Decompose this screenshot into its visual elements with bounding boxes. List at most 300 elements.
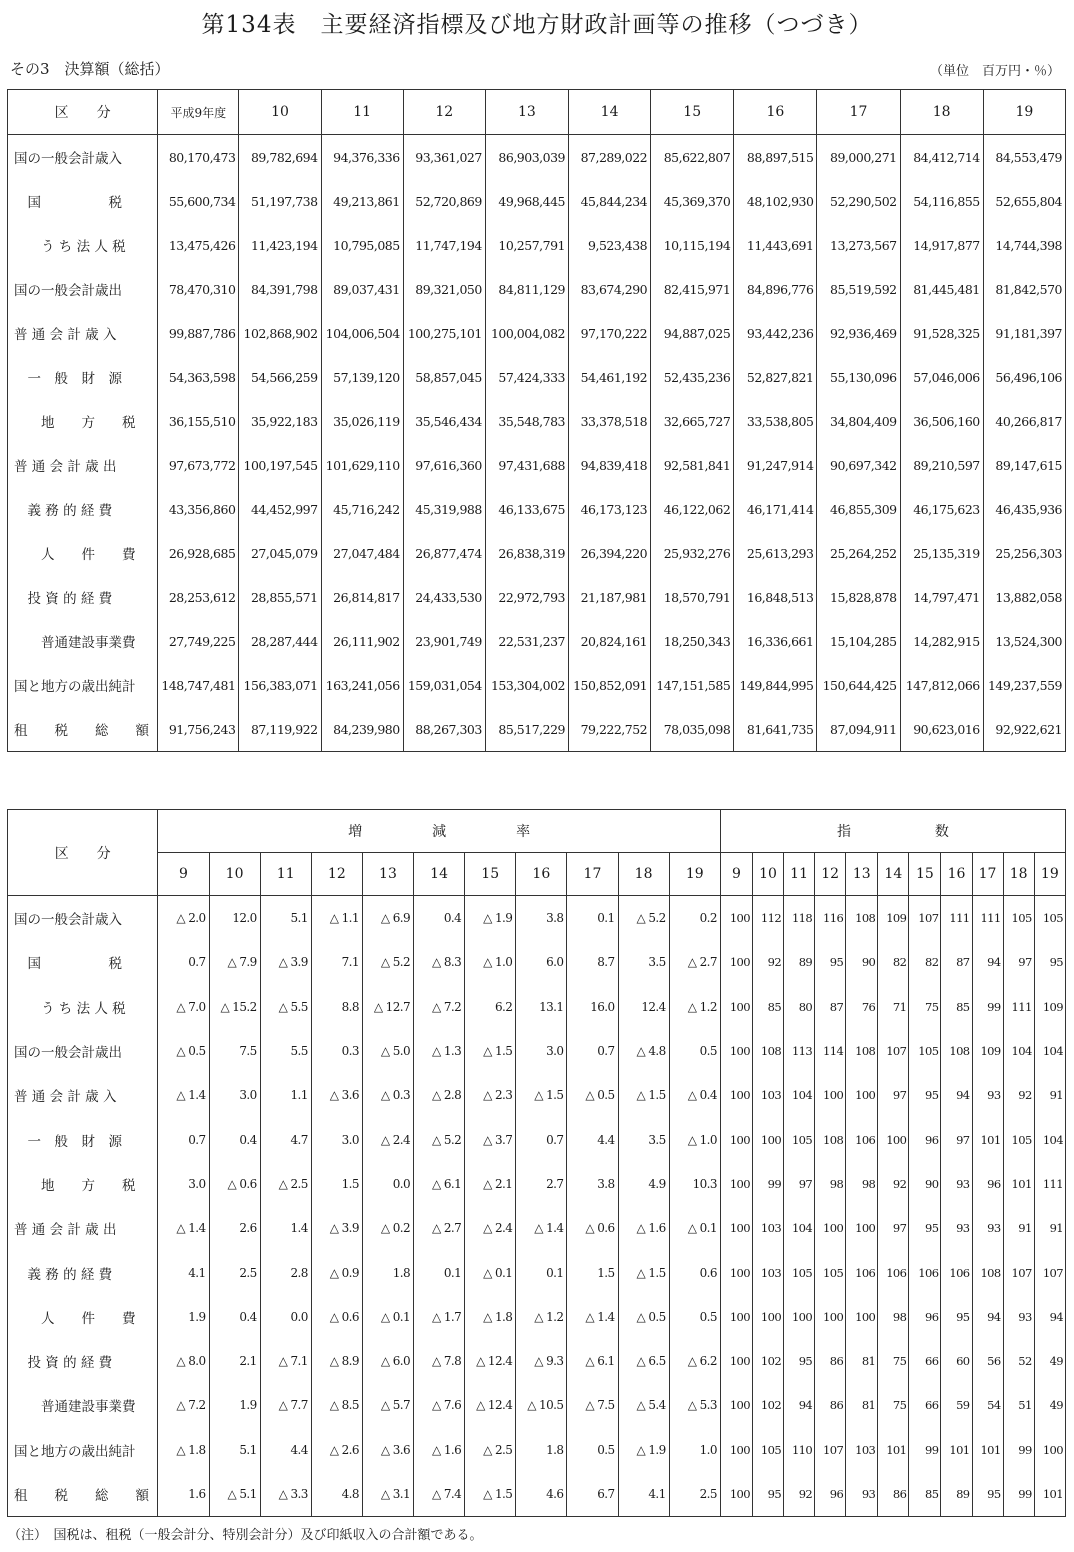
index-cell: 100 (878, 1117, 909, 1161)
index-cell: 107 (1003, 1250, 1034, 1294)
rate-cell: 3.0 (158, 1162, 209, 1206)
index-cell: 108 (752, 1029, 783, 1073)
row-label: 義 務 的 経 費 (8, 487, 158, 531)
amount-cell: 52,720,869 (403, 179, 485, 223)
amount-cell: 22,531,237 (485, 619, 568, 663)
rate-cell: 6.2 (465, 985, 516, 1029)
index-cell: 100 (720, 1428, 752, 1472)
index-cell: 106 (878, 1250, 909, 1294)
amount-cell: 43,356,860 (158, 487, 239, 531)
amount-cell: 91,756,243 (158, 707, 239, 752)
rate-cell: 0.4 (209, 1295, 260, 1339)
rate-cell: △ 5.2 (618, 896, 669, 941)
rate-cell: △ 2.7 (669, 940, 720, 984)
index-cell: 66 (909, 1383, 941, 1427)
index-cell: 95 (784, 1339, 815, 1383)
rate-cell: △ 1.8 (465, 1295, 516, 1339)
rate-cell: △ 12.4 (465, 1383, 516, 1427)
amount-cell: 25,613,293 (734, 531, 817, 575)
table-row (8, 985, 1066, 1029)
index-cell: 101 (1003, 1162, 1034, 1206)
table-row (8, 707, 1066, 752)
rate-cell: △ 8.5 (311, 1383, 362, 1427)
table-row (8, 1472, 1066, 1517)
rate-cell: △ 0.1 (669, 1206, 720, 1250)
row-label: 租 税 総 額 (8, 1472, 158, 1517)
rate-cell: 3.8 (516, 896, 567, 941)
index-cell: 94 (1034, 1295, 1065, 1339)
index-cell: 94 (972, 1295, 1003, 1339)
amount-cell: 85,622,807 (651, 135, 734, 180)
amount-cell: 46,173,123 (569, 487, 651, 531)
index-cell: 75 (878, 1383, 909, 1427)
rate-cell: △ 2.4 (465, 1206, 516, 1250)
table-row (8, 1295, 1066, 1339)
amount-cell: 89,000,271 (817, 135, 900, 180)
index-cell: 90 (846, 940, 878, 984)
index-cell: 98 (815, 1162, 846, 1206)
rate-cell: △ 6.9 (362, 896, 413, 941)
rate-cell: △ 5.7 (362, 1383, 413, 1427)
table2-header-index-year: 10 (752, 853, 783, 896)
row-label: 普 通 会 計 歳 出 (8, 1206, 158, 1250)
amount-cell: 89,210,597 (900, 443, 983, 487)
index-cell: 101 (972, 1117, 1003, 1161)
index-cell: 66 (909, 1339, 941, 1383)
footnote: （注） 国税は、租税（一般会計分、特別会計分）及び印紙収入の合計額である。 (8, 1528, 483, 1543)
table-row (8, 1383, 1066, 1427)
table2-header-rate-year: 12 (311, 853, 362, 896)
index-cell: 104 (1003, 1029, 1034, 1073)
index-cell: 105 (909, 1029, 941, 1073)
index-cell: 92 (1003, 1073, 1034, 1117)
rate-cell: △ 5.0 (362, 1029, 413, 1073)
index-cell: 106 (909, 1250, 941, 1294)
amount-cell: 83,674,290 (569, 267, 651, 311)
table2-header-index-year: 9 (720, 853, 752, 896)
rate-cell: △ 1.5 (618, 1250, 669, 1294)
row-label: 国 税 (8, 179, 158, 223)
amount-cell: 24,433,530 (403, 575, 485, 619)
row-label: 一 般 財 源 (8, 1117, 158, 1161)
amount-cell: 54,566,259 (239, 355, 321, 399)
amount-cell: 45,319,988 (403, 487, 485, 531)
index-cell: 100 (720, 985, 752, 1029)
rate-cell: △ 7.4 (414, 1472, 465, 1517)
amount-cell: 87,119,922 (239, 707, 321, 752)
rate-cell: △ 1.4 (567, 1295, 618, 1339)
index-cell: 82 (878, 940, 909, 984)
rate-cell: △ 8.0 (158, 1339, 209, 1383)
amount-cell: 58,857,045 (403, 355, 485, 399)
amount-cell: 36,506,160 (900, 399, 983, 443)
index-cell: 100 (815, 1073, 846, 1117)
rate-cell: △ 7.2 (414, 985, 465, 1029)
row-label: 国と地方の歳出純計 (8, 663, 158, 707)
index-cell: 85 (941, 985, 972, 1029)
table-row (8, 179, 1066, 223)
index-cell: 95 (752, 1472, 783, 1517)
rate-cell: 0.0 (260, 1295, 311, 1339)
index-cell: 102 (752, 1383, 783, 1427)
row-label: 普通建設事業費 (8, 619, 158, 663)
amount-cell: 88,267,303 (403, 707, 485, 752)
amount-cell: 91,181,397 (983, 311, 1065, 355)
index-cell: 100 (720, 1162, 752, 1206)
index-cell: 99 (752, 1162, 783, 1206)
table2-header-rate-year: 19 (669, 853, 720, 896)
rate-cell: 2.5 (209, 1250, 260, 1294)
rate-cell: △ 1.5 (465, 1029, 516, 1073)
rate-cell: 0.7 (516, 1117, 567, 1161)
rate-cell: 13.1 (516, 985, 567, 1029)
rate-cell: △ 0.3 (362, 1073, 413, 1117)
rate-cell: △ 3.7 (465, 1117, 516, 1161)
amount-cell: 102,868,902 (239, 311, 321, 355)
index-cell: 99 (1003, 1472, 1034, 1517)
table-row (8, 1073, 1066, 1117)
amount-cell: 40,266,817 (983, 399, 1065, 443)
table2-header-index-year: 11 (784, 853, 815, 896)
unit-label: （単位 百万円・％） (929, 64, 1060, 79)
index-cell: 80 (784, 985, 815, 1029)
rate-cell: 3.0 (516, 1029, 567, 1073)
rate-cell: △ 2.6 (311, 1428, 362, 1472)
row-label: 国の一般会計歳出 (8, 267, 158, 311)
rate-cell: △ 6.1 (414, 1162, 465, 1206)
index-cell: 100 (846, 1206, 878, 1250)
index-cell: 93 (972, 1206, 1003, 1250)
rate-cell: 3.5 (618, 1117, 669, 1161)
index-cell: 100 (720, 1117, 752, 1161)
index-cell: 100 (846, 1073, 878, 1117)
table-row (8, 663, 1066, 707)
amount-cell: 21,187,981 (569, 575, 651, 619)
rate-cell: △ 2.5 (260, 1162, 311, 1206)
rate-cell: 2.7 (516, 1162, 567, 1206)
rate-cell: △ 1.4 (158, 1073, 209, 1117)
index-cell: 98 (846, 1162, 878, 1206)
amount-cell: 57,139,120 (321, 355, 403, 399)
index-cell: 92 (784, 1472, 815, 1517)
amount-cell: 91,528,325 (900, 311, 983, 355)
index-cell: 106 (846, 1117, 878, 1161)
index-cell: 49 (1034, 1383, 1065, 1427)
amount-cell: 150,644,425 (817, 663, 900, 707)
amount-cell: 89,782,694 (239, 135, 321, 180)
amount-cell: 94,376,336 (321, 135, 403, 180)
rate-cell: 1.9 (158, 1295, 209, 1339)
rate-cell: △ 0.1 (465, 1250, 516, 1294)
amount-cell: 35,026,119 (321, 399, 403, 443)
rate-cell: 7.1 (311, 940, 362, 984)
index-cell: 109 (878, 896, 909, 941)
index-cell: 92 (878, 1162, 909, 1206)
amount-cell: 91,247,914 (734, 443, 817, 487)
rate-cell: △ 6.2 (669, 1339, 720, 1383)
rate-cell: 2.5 (669, 1472, 720, 1517)
amount-cell: 84,391,798 (239, 267, 321, 311)
table1-header-year: 11 (321, 90, 403, 135)
rate-cell: △ 0.5 (618, 1295, 669, 1339)
rate-cell: 4.4 (567, 1117, 618, 1161)
rate-cell: 1.9 (209, 1383, 260, 1427)
index-cell: 101 (878, 1428, 909, 1472)
amount-cell: 81,842,570 (983, 267, 1065, 311)
index-cell: 114 (815, 1029, 846, 1073)
index-cell: 111 (941, 896, 972, 941)
table2-header-index-year: 14 (878, 853, 909, 896)
index-cell: 51 (1003, 1383, 1034, 1427)
index-cell: 109 (1034, 985, 1065, 1029)
row-label: 租 税 総 額 (8, 707, 158, 752)
amount-cell: 20,824,161 (569, 619, 651, 663)
amount-cell: 85,519,592 (817, 267, 900, 311)
amount-cell: 26,394,220 (569, 531, 651, 575)
rate-cell: △ 0.6 (311, 1295, 362, 1339)
index-cell: 100 (752, 1117, 783, 1161)
index-cell: 96 (909, 1295, 941, 1339)
table-row (8, 1206, 1066, 1250)
amount-cell: 104,006,504 (321, 311, 403, 355)
rate-cell: △ 1.6 (618, 1206, 669, 1250)
amount-cell: 57,424,333 (485, 355, 568, 399)
amount-cell: 18,250,343 (651, 619, 734, 663)
index-cell: 104 (784, 1206, 815, 1250)
index-cell: 75 (878, 1339, 909, 1383)
rate-cell: 0.1 (414, 1250, 465, 1294)
amount-cell: 14,744,398 (983, 223, 1065, 267)
amount-cell: 89,037,431 (321, 267, 403, 311)
rate-cell: △ 7.2 (158, 1383, 209, 1427)
table-row (8, 223, 1066, 267)
index-cell: 97 (784, 1162, 815, 1206)
rate-cell: 6.7 (567, 1472, 618, 1517)
rate-cell: 1.8 (516, 1428, 567, 1472)
amount-cell: 35,548,783 (485, 399, 568, 443)
amount-cell: 9,523,438 (569, 223, 651, 267)
rate-cell: △ 5.3 (669, 1383, 720, 1427)
rate-cell: △ 1.5 (516, 1073, 567, 1117)
amount-cell: 55,600,734 (158, 179, 239, 223)
amount-cell: 78,470,310 (158, 267, 239, 311)
rate-cell: △ 1.9 (618, 1428, 669, 1472)
index-cell: 97 (1003, 940, 1034, 984)
rate-cell: △ 5.1 (209, 1472, 260, 1517)
row-label: 地 方 税 (8, 1162, 158, 1206)
rate-cell: 0.2 (669, 896, 720, 941)
amount-cell: 14,797,471 (900, 575, 983, 619)
rate-cell: △ 0.6 (567, 1206, 618, 1250)
table-row (8, 355, 1066, 399)
amount-cell: 28,253,612 (158, 575, 239, 619)
rate-cell: 1.1 (260, 1073, 311, 1117)
rate-cell: △ 0.9 (311, 1250, 362, 1294)
rate-cell: △ 0.4 (669, 1073, 720, 1117)
amount-cell: 153,304,002 (485, 663, 568, 707)
rate-cell: 5.1 (260, 896, 311, 941)
rate-cell: △ 4.8 (618, 1029, 669, 1073)
table-row (8, 1250, 1066, 1294)
index-cell: 59 (941, 1383, 972, 1427)
rate-cell: △ 3.3 (260, 1472, 311, 1517)
amount-cell: 33,378,518 (569, 399, 651, 443)
table2-header-index-year: 17 (972, 853, 1003, 896)
amount-cell: 80,170,473 (158, 135, 239, 180)
index-cell: 102 (752, 1339, 783, 1383)
amount-cell: 100,004,082 (485, 311, 568, 355)
rate-cell: 0.4 (414, 896, 465, 941)
amount-cell: 51,197,738 (239, 179, 321, 223)
rate-cell: △ 6.1 (567, 1339, 618, 1383)
rate-cell: △ 10.5 (516, 1383, 567, 1427)
table-row (8, 135, 1066, 180)
index-cell: 107 (815, 1428, 846, 1472)
rate-cell: 0.7 (158, 940, 209, 984)
index-cell: 103 (846, 1428, 878, 1472)
index-cell: 118 (784, 896, 815, 941)
amount-cell: 28,855,571 (239, 575, 321, 619)
row-label: う ち 法 人 税 (8, 985, 158, 1029)
index-cell: 54 (972, 1383, 1003, 1427)
index-cell: 100 (720, 940, 752, 984)
amount-cell: 97,431,688 (485, 443, 568, 487)
rate-index-table (7, 809, 1066, 1517)
rate-cell: △ 5.2 (414, 1117, 465, 1161)
row-label: 人 件 費 (8, 531, 158, 575)
table2-header-rate-year: 11 (260, 853, 311, 896)
table2-header-index-year: 13 (846, 853, 878, 896)
row-label: 投 資 的 経 費 (8, 575, 158, 619)
table-row (8, 399, 1066, 443)
index-cell: 113 (784, 1029, 815, 1073)
table-row (8, 940, 1066, 984)
index-cell: 81 (846, 1339, 878, 1383)
index-cell: 97 (878, 1206, 909, 1250)
rate-cell: △ 2.0 (158, 896, 209, 941)
rate-cell: 8.7 (567, 940, 618, 984)
index-cell: 86 (815, 1383, 846, 1427)
rate-cell: △ 1.5 (465, 1472, 516, 1517)
amount-cell: 26,928,685 (158, 531, 239, 575)
rate-cell: 4.4 (260, 1428, 311, 1472)
row-label: 国 税 (8, 940, 158, 984)
index-cell: 108 (846, 1029, 878, 1073)
table-row (8, 1117, 1066, 1161)
amount-cell: 52,655,804 (983, 179, 1065, 223)
amount-cell: 11,423,194 (239, 223, 321, 267)
index-cell: 100 (720, 1206, 752, 1250)
index-cell: 97 (941, 1117, 972, 1161)
row-label: 国の一般会計歳入 (8, 896, 158, 941)
rate-cell: 0.1 (516, 1250, 567, 1294)
amount-cell: 49,213,861 (321, 179, 403, 223)
amount-cell: 46,435,936 (983, 487, 1065, 531)
index-cell: 96 (909, 1117, 941, 1161)
rate-cell: 7.5 (209, 1029, 260, 1073)
amount-cell: 45,716,242 (321, 487, 403, 531)
amount-cell: 82,415,971 (651, 267, 734, 311)
index-cell: 95 (972, 1472, 1003, 1517)
table2-header-rate-year: 9 (158, 853, 209, 896)
rate-cell: △ 1.3 (414, 1029, 465, 1073)
rate-cell: △ 1.4 (516, 1206, 567, 1250)
amount-cell: 46,175,623 (900, 487, 983, 531)
rate-cell: 4.1 (158, 1250, 209, 1294)
amount-cell: 26,877,474 (403, 531, 485, 575)
rate-cell: △ 1.5 (618, 1073, 669, 1117)
rate-cell: 3.0 (209, 1073, 260, 1117)
rate-cell: 4.9 (618, 1162, 669, 1206)
rate-cell: △ 3.6 (362, 1428, 413, 1472)
index-cell: 103 (752, 1250, 783, 1294)
rate-cell: 2.8 (260, 1250, 311, 1294)
index-cell: 100 (815, 1295, 846, 1339)
rate-cell: 0.5 (669, 1295, 720, 1339)
rate-cell: △ 1.8 (158, 1428, 209, 1472)
table1-header-year: 19 (983, 90, 1065, 135)
amount-cell: 79,222,752 (569, 707, 651, 752)
index-cell: 91 (1034, 1206, 1065, 1250)
amount-cell: 149,844,995 (734, 663, 817, 707)
row-label: 地 方 税 (8, 399, 158, 443)
rate-cell: 4.6 (516, 1472, 567, 1517)
index-cell: 52 (1003, 1339, 1034, 1383)
amount-cell: 34,804,409 (817, 399, 900, 443)
amount-cell: 52,290,502 (817, 179, 900, 223)
rate-cell: △ 7.5 (567, 1383, 618, 1427)
rate-cell: △ 1.4 (158, 1206, 209, 1250)
index-cell: 86 (815, 1339, 846, 1383)
rate-cell: △ 2.4 (362, 1117, 413, 1161)
index-cell: 105 (815, 1250, 846, 1294)
amount-cell: 10,115,194 (651, 223, 734, 267)
amount-cell: 100,275,101 (403, 311, 485, 355)
rate-cell: △ 7.0 (158, 985, 209, 1029)
table-row (8, 575, 1066, 619)
amount-cell: 94,839,418 (569, 443, 651, 487)
rate-cell: 0.5 (669, 1029, 720, 1073)
amount-cell: 84,239,980 (321, 707, 403, 752)
rate-cell: 0.7 (567, 1029, 618, 1073)
amount-cell: 11,443,691 (734, 223, 817, 267)
index-cell: 109 (972, 1029, 1003, 1073)
amount-cell: 14,282,915 (900, 619, 983, 663)
amount-cell: 25,256,303 (983, 531, 1065, 575)
rate-cell: △ 1.7 (414, 1295, 465, 1339)
rate-cell: △ 1.2 (516, 1295, 567, 1339)
amount-cell: 25,264,252 (817, 531, 900, 575)
amount-cell: 88,897,515 (734, 135, 817, 180)
index-cell: 100 (720, 1295, 752, 1339)
rate-cell: △ 7.9 (209, 940, 260, 984)
index-cell: 111 (972, 896, 1003, 941)
amount-cell: 84,412,714 (900, 135, 983, 180)
index-cell: 103 (752, 1073, 783, 1117)
amount-cell: 54,116,855 (900, 179, 983, 223)
rate-cell: △ 12.7 (362, 985, 413, 1029)
index-cell: 100 (720, 1250, 752, 1294)
amount-cell: 15,104,285 (817, 619, 900, 663)
table2-header-rate-year: 15 (465, 853, 516, 896)
index-cell: 91 (1034, 1073, 1065, 1117)
table-row (8, 443, 1066, 487)
index-cell: 94 (941, 1073, 972, 1117)
amount-cell: 26,838,319 (485, 531, 568, 575)
rate-cell: 1.0 (669, 1428, 720, 1472)
table-row (8, 619, 1066, 663)
amount-cell: 147,812,066 (900, 663, 983, 707)
